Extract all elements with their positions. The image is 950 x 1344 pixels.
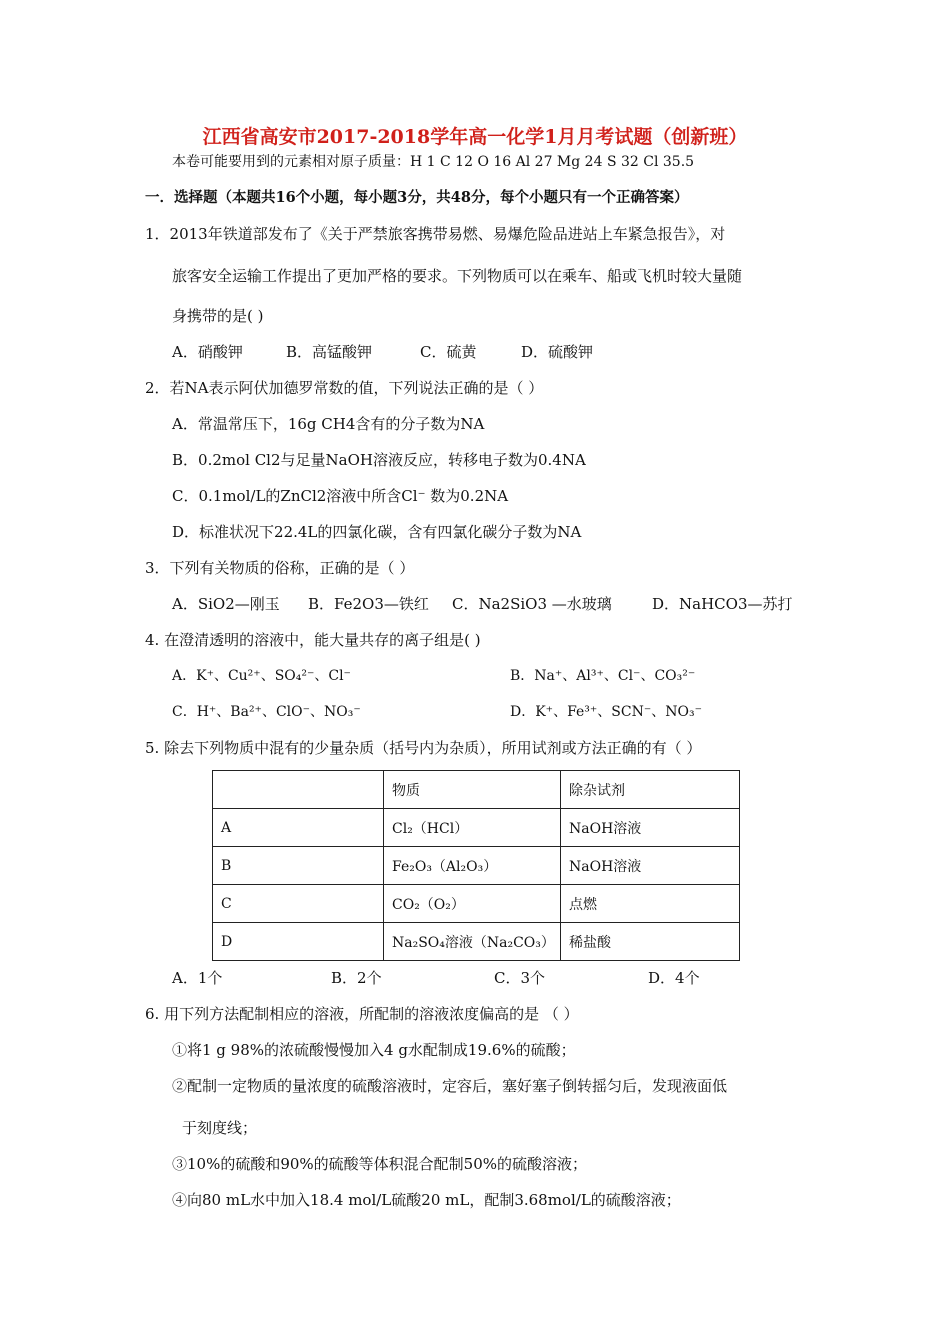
q1-stem-line3: 身携带的是( ) xyxy=(172,307,264,325)
table-cell: B xyxy=(213,847,384,885)
q6-stem: 6. 用下列方法配制相应的溶液，所配制的溶液浓度偏高的是 （ ） xyxy=(145,1005,579,1023)
table-cell: NaOH溶液 xyxy=(561,809,740,847)
table-cell: A xyxy=(213,809,384,847)
q1-option-a: A．硝酸钾 xyxy=(172,343,243,361)
q3-option-d: D．NaHCO3—苏打 xyxy=(652,595,793,613)
table-cell: C xyxy=(213,885,384,923)
q4-option-a: A．K⁺、Cu²⁺、SO₄²⁻、Cl⁻ xyxy=(172,668,351,684)
q2-option-a: A．常温常压下，16g CH4含有的分子数为NA xyxy=(172,415,485,433)
q6-item-4: ④向80 mL水中加入18.4 mol/L硫酸20 mL，配制3.68mol/L的硫酸溶液； xyxy=(172,1191,681,1209)
q4-stem: 4. 在澄清透明的溶液中，能大量共存的离子组是( ) xyxy=(145,631,481,649)
q5-stem: 5. 除去下列物质中混有的少量杂质（括号内为杂质），所用试剂或方法正确的有（ ） xyxy=(145,739,702,757)
table-row xyxy=(213,885,740,923)
q4-option-d: D．K⁺、Fe³⁺、SCN⁻、NO₃⁻ xyxy=(510,704,702,720)
table-cell: 稀盐酸 xyxy=(561,923,740,961)
table-row xyxy=(213,847,740,885)
q5-option-b: B．2个 xyxy=(331,969,382,987)
q1-option-c: C．硫黄 xyxy=(420,343,477,361)
q1-option-b: B．高锰酸钾 xyxy=(286,343,373,361)
q1-option-d: D．硫酸钾 xyxy=(521,343,594,361)
q3-stem: 3．下列有关物质的俗称，正确的是（ ） xyxy=(145,559,415,577)
q3-option-c: C．Na2SiO3 —水玻璃 xyxy=(452,595,612,613)
table-header-row xyxy=(213,771,740,809)
q2-option-b: B．0.2mol Cl2与足量NaOH溶液反应，转移电子数为0.4NA xyxy=(172,451,586,469)
q6-item-1: ①将1 g 98%的浓硫酸慢慢加入4 g水配制成19.6%的硫酸； xyxy=(172,1041,576,1059)
q1-stem-line1: 1．2013年铁道部发布了《关于严禁旅客携带易燃、易爆危险品进站上车紧急报告》，对 xyxy=(145,225,726,243)
table-cell: Fe₂O₃（Al₂O₃） xyxy=(384,847,561,885)
q5-option-c: C．3个 xyxy=(494,969,546,987)
table-cell: CO₂（O₂） xyxy=(384,885,561,923)
q5-table xyxy=(212,770,740,961)
q2-option-d: D．标准状况下22.4L的四氯化碳，含有四氯化碳分子数为NA xyxy=(172,523,582,541)
section-heading: 一．选择题（本题共16个小题，每小题3分，共48分，每个小题只有一个正确答案） xyxy=(145,189,689,206)
table-row xyxy=(213,809,740,847)
table-cell: 点燃 xyxy=(561,885,740,923)
q6-item-2-line2: 于刻度线； xyxy=(182,1119,258,1137)
q3-option-b: B．Fe2O3—铁红 xyxy=(308,595,429,613)
q3-option-a: A．SiO2—刚玉 xyxy=(172,595,280,613)
table-cell: D xyxy=(213,923,384,961)
table-cell: NaOH溶液 xyxy=(561,847,740,885)
table-header-cell: 除杂试剂 xyxy=(561,771,740,809)
q6-item-2-line1: ②配制一定物质的量浓度的硫酸溶液时，定容后，塞好塞子倒转摇匀后，发现液面低 xyxy=(172,1077,728,1095)
q4-option-b: B．Na⁺、Al³⁺、Cl⁻、CO₃²⁻ xyxy=(510,668,696,684)
table-cell: Na₂SO₄溶液（Na₂CO₃） xyxy=(384,923,561,961)
table-header-cell: 物质 xyxy=(384,771,561,809)
q6-item-3: ③10%的硫酸和90%的硫酸等体积混合配制50%的硫酸溶液； xyxy=(172,1155,588,1173)
q1-stem-line2: 旅客安全运输工作提出了更加严格的要求。下列物质可以在乘车、船或飞机时较大量随 xyxy=(172,267,743,285)
exam-title: 江西省高安市2017-2018学年高一化学1月月考试题（创新班） xyxy=(202,126,748,148)
q4-option-c: C．H⁺、Ba²⁺、ClO⁻、NO₃⁻ xyxy=(172,704,361,720)
table-cell: Cl₂（HCl） xyxy=(384,809,561,847)
atomic-mass-line: 本卷可能要用到的元素相对原子质量：H 1 C 12 O 16 Al 27 Mg 24 S 32 Cl 35.5 xyxy=(172,154,695,170)
table-header-cell xyxy=(213,771,384,809)
q5-option-d: D．4个 xyxy=(648,969,700,987)
q2-stem: 2．若NA表示阿伏加德罗常数的值，下列说法正确的是（ ） xyxy=(145,379,544,397)
table-row xyxy=(213,923,740,961)
q2-option-c: C．0.1mol/L的ZnCl2溶液中所含Cl⁻ 数为0.2NA xyxy=(172,487,509,505)
q5-option-a: A．1个 xyxy=(172,969,223,987)
